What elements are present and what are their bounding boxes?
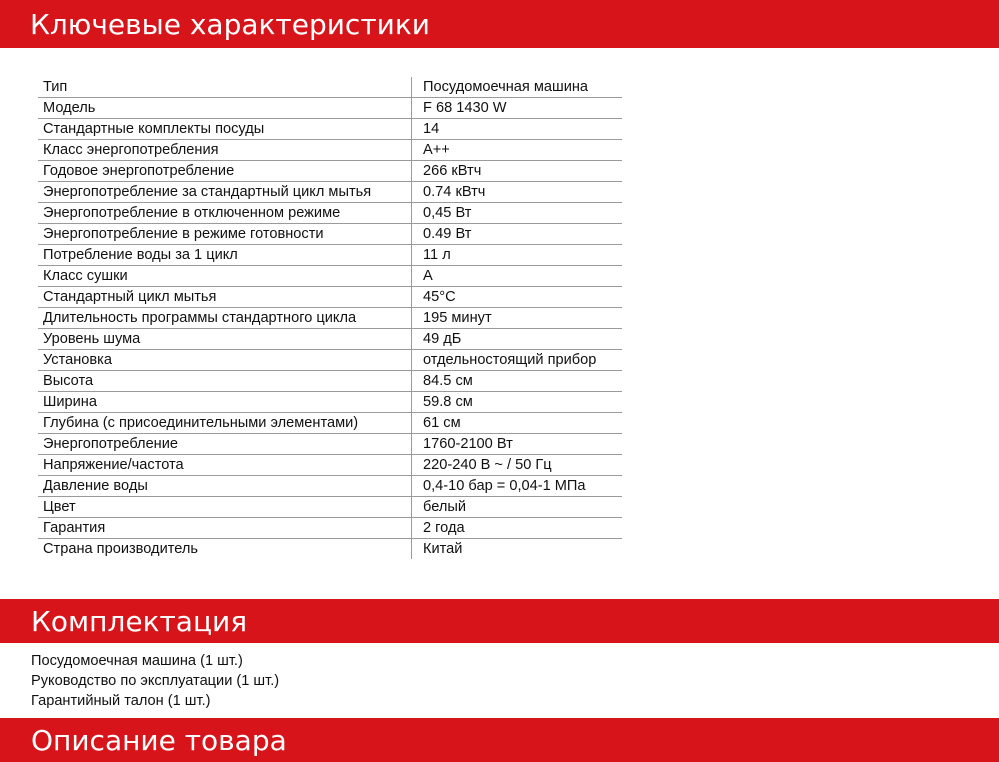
spec-value: 0.49 Вт (412, 224, 623, 245)
kit-item: Руководство по эксплуатации (1 шт.) (31, 673, 280, 689)
spec-label: Уровень шума (38, 329, 412, 350)
spec-value: Китай (412, 539, 623, 560)
spec-row (38, 455, 622, 476)
spec-value: 59.8 см (412, 392, 623, 413)
spec-value: белый (412, 497, 623, 518)
spec-label: Стандартный цикл мытья (38, 287, 412, 308)
spec-value: 14 (412, 119, 623, 140)
spec-value: 11 л (412, 245, 623, 266)
spec-label: Гарантия (38, 518, 412, 539)
spec-row (38, 119, 622, 140)
spec-row (38, 308, 622, 329)
specs-section-title: Ключевые характеристики (30, 7, 430, 41)
spec-value: 195 минут (412, 308, 623, 329)
spec-value: A (412, 266, 623, 287)
kit-item: Гарантийный талон (1 шт.) (31, 693, 211, 709)
spec-row (38, 77, 622, 98)
spec-label: Длительность программы стандартного цикла (38, 308, 412, 329)
spec-label: Глубина (с присоединительными элементами) (38, 413, 412, 434)
spec-row (38, 245, 622, 266)
spec-row (38, 140, 622, 161)
spec-label: Страна производитель (43, 541, 198, 557)
description-section-title: Описание товара (31, 723, 287, 757)
spec-label: Напряжение/частота (38, 455, 412, 476)
spec-row (38, 182, 622, 203)
spec-value: отдельностоящий прибор (412, 350, 623, 371)
specs-table (38, 77, 622, 559)
spec-row (38, 518, 622, 539)
spec-row (38, 392, 622, 413)
spec-label: Модель (38, 98, 412, 119)
specs-table-body (38, 77, 622, 559)
spec-row (38, 203, 622, 224)
specs-section-header (0, 0, 999, 48)
spec-value: 266 кВтч (412, 161, 623, 182)
spec-value: A++ (412, 140, 623, 161)
spec-value: 45°C (412, 287, 623, 308)
kit-section-title: Комплектация (31, 604, 248, 638)
spec-label: Энергопотребление за стандартный цикл мытья (38, 182, 412, 203)
spec-row (38, 371, 622, 392)
spec-label: Класс энергопотребления (38, 140, 412, 161)
spec-value: 220-240 В ~ / 50 Гц (412, 455, 623, 476)
spec-value: 49 дБ (412, 329, 623, 350)
spec-label: Класс сушки (38, 266, 412, 287)
spec-value: 0.74 кВтч (412, 182, 623, 203)
spec-value: 0,4-10 бар = 0,04-1 МПа (412, 476, 623, 497)
spec-row (38, 413, 622, 434)
spec-label: Цвет (38, 497, 412, 518)
kit-item: Посудомоечная машина (1 шт.) (31, 653, 243, 669)
spec-row (38, 266, 622, 287)
spec-value: F 68 1430 W (412, 98, 623, 119)
spec-label: Энергопотребление в отключенном режиме (38, 203, 412, 224)
spec-value: Посудомоечная машина (412, 77, 623, 98)
spec-value: 84.5 см (412, 371, 623, 392)
spec-row (38, 161, 622, 182)
spec-row (38, 476, 622, 497)
spec-value: 2 года (412, 518, 623, 539)
spec-value: 61 см (412, 413, 623, 434)
spec-row (38, 350, 622, 371)
spec-row (38, 329, 622, 350)
spec-value: 1760-2100 Вт (412, 434, 623, 455)
spec-row (38, 434, 622, 455)
spec-label: Установка (38, 350, 412, 371)
spec-label: Потребление воды за 1 цикл (38, 245, 412, 266)
spec-label: Энергопотребление в режиме готовности (38, 224, 412, 245)
spec-row (38, 497, 622, 518)
description-section-header (0, 718, 999, 762)
spec-label: Стандартные комплекты посуды (38, 119, 412, 140)
kit-section-header (0, 599, 999, 643)
spec-value: 0,45 Вт (412, 203, 623, 224)
spec-row (38, 539, 622, 560)
spec-label: Давление воды (38, 476, 412, 497)
kit-list (31, 651, 279, 711)
spec-label: Энергопотребление (38, 434, 412, 455)
spec-row (38, 287, 622, 308)
spec-row (38, 98, 622, 119)
spec-label: Высота (38, 371, 412, 392)
spec-label: Тип (38, 77, 412, 98)
spec-label: Ширина (38, 392, 412, 413)
spec-row (38, 224, 622, 245)
spec-label: Годовое энергопотребление (38, 161, 412, 182)
